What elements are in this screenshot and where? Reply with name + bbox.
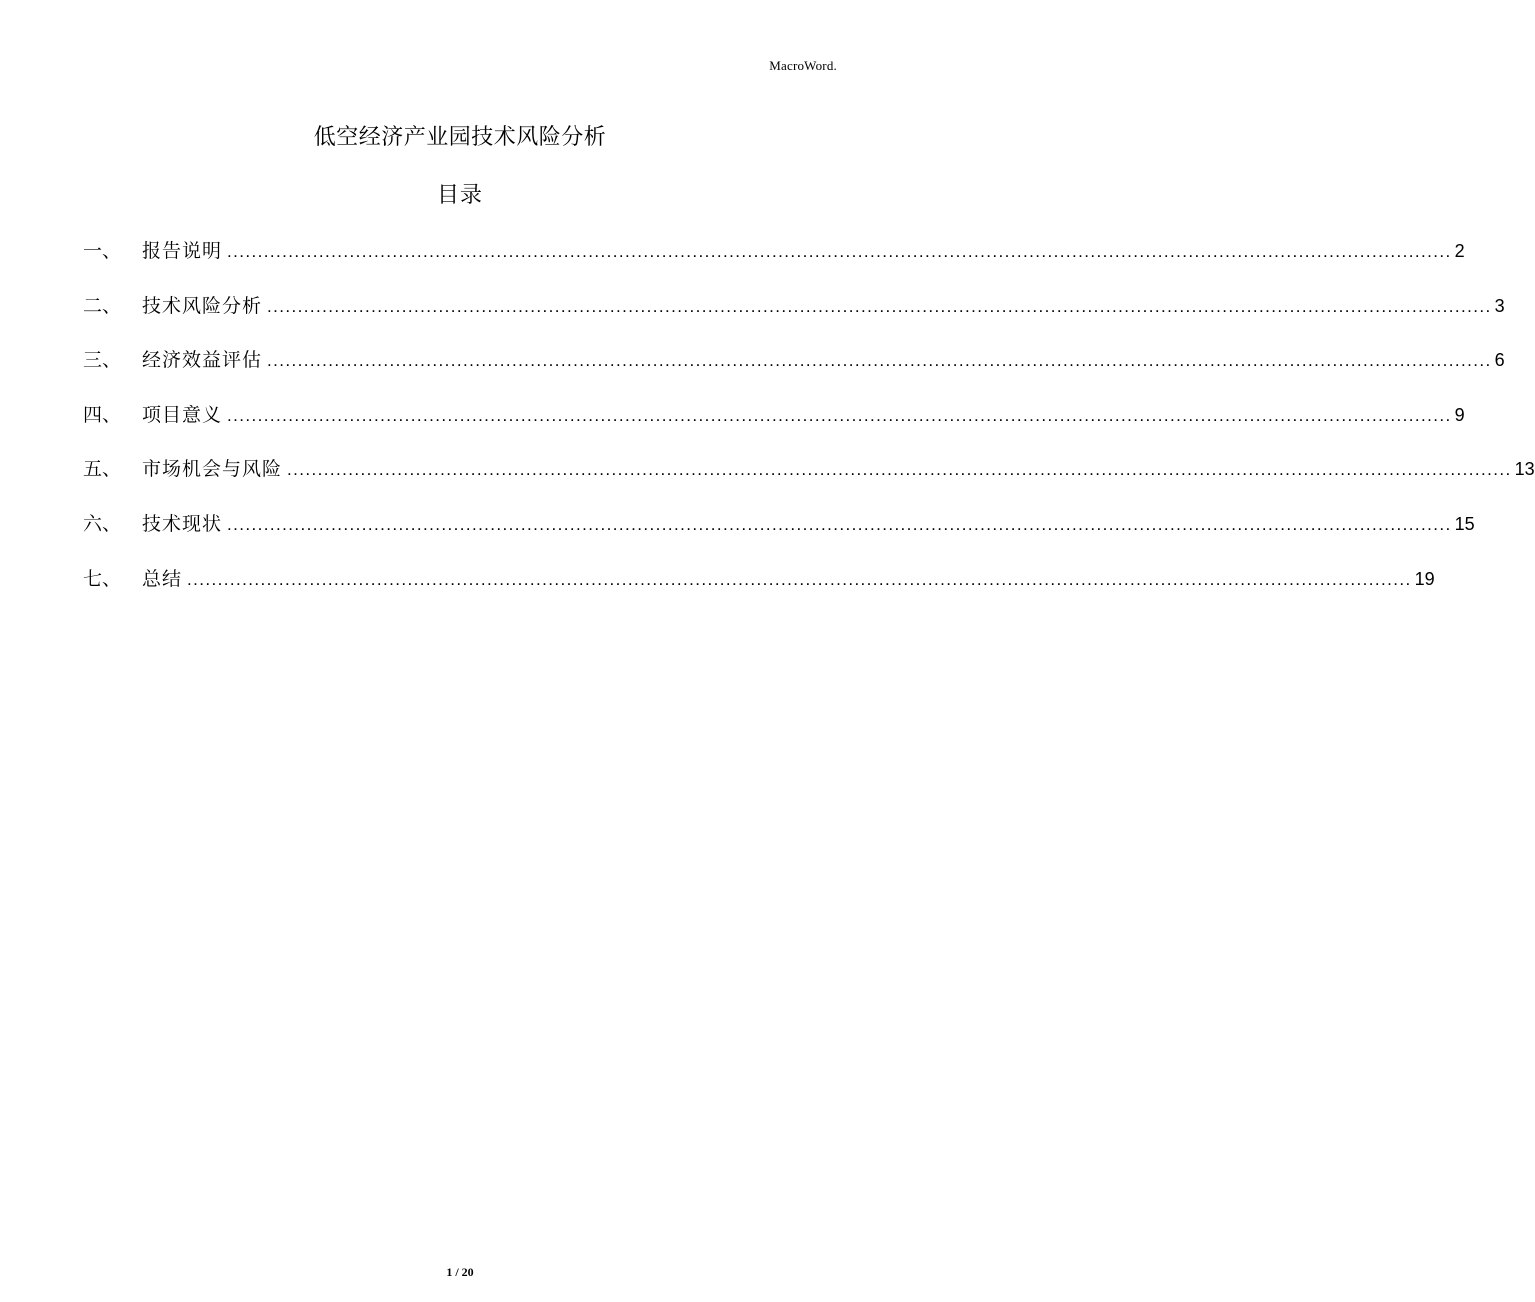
document-title: 低空经济产业园技术风险分析 <box>313 125 607 150</box>
toc-entry-title[interactable]: 市场机会与风险 <box>142 458 283 481</box>
header-brand: MacroWord. <box>769 58 837 73</box>
toc-entry-page[interactable]: 19 <box>1414 568 1435 589</box>
toc-entry-number: 五、 <box>83 458 122 481</box>
toc-entry[interactable] <box>83 560 1435 615</box>
toc-entry[interactable] <box>83 287 1505 342</box>
toc-entry[interactable] <box>83 341 1505 396</box>
toc-entry-number: 六、 <box>83 512 122 535</box>
toc-dot-leader: ........................................................................................................................................................................................................ <box>227 514 1452 534</box>
toc-entry-number: 一、 <box>83 240 122 262</box>
toc-entry[interactable] <box>83 505 1475 560</box>
page-number: 1 / 20 <box>446 1265 474 1279</box>
toc-entry-title[interactable]: 技术现状 <box>142 512 223 535</box>
toc-entry-title[interactable]: 技术风险分析 <box>142 294 263 317</box>
toc-entry-title[interactable]: 经济效益评估 <box>142 349 263 372</box>
toc-heading: 目录 <box>436 183 483 208</box>
toc-entry-page[interactable]: 3 <box>1494 295 1505 316</box>
toc-entry[interactable] <box>83 450 1535 505</box>
toc-dot-leader: ........................................................................................................................................................................................................ <box>187 569 1412 589</box>
toc-entry[interactable] <box>83 396 1465 451</box>
toc-entry-number: 七、 <box>83 567 122 590</box>
toc-entry-title[interactable]: 项目意义 <box>142 403 223 426</box>
toc-entry-page[interactable]: 13 <box>1514 459 1535 480</box>
toc-entry[interactable] <box>83 232 1465 287</box>
toc-entry-title[interactable]: 总结 <box>142 567 183 590</box>
toc-entry-title[interactable]: 报告说明 <box>142 240 223 262</box>
toc-entry-number: 二、 <box>83 294 122 317</box>
toc-entry-page[interactable]: 2 <box>1454 241 1465 261</box>
toc-entry-page[interactable]: 6 <box>1494 350 1505 371</box>
toc-dot-leader: ........................................................................................................................................................................................................ <box>287 460 1512 480</box>
toc-entry-number: 三、 <box>83 349 122 372</box>
toc-dot-leader: ........................................................................................................................................................................................................ <box>227 405 1452 425</box>
toc-dot-leader: ........................................................................................................................................................................................................ <box>267 296 1492 316</box>
toc-entry-page[interactable]: 15 <box>1454 513 1475 534</box>
toc-dot-leader: ........................................................................................................................................................................................................ <box>227 242 1452 261</box>
table-of-contents <box>83 232 1535 614</box>
toc-entry-number: 四、 <box>83 403 122 426</box>
toc-dot-leader: ........................................................................................................................................................................................................ <box>267 351 1492 371</box>
toc-entry-page[interactable]: 9 <box>1454 404 1465 425</box>
